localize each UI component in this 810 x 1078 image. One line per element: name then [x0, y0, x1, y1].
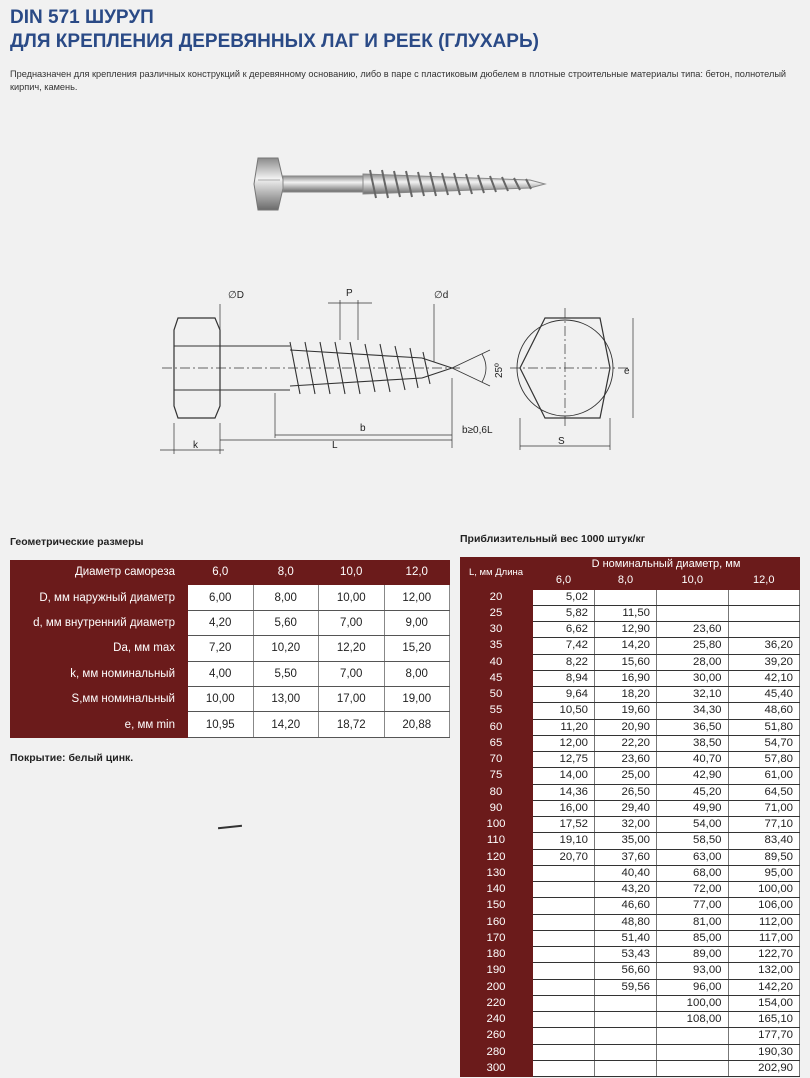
table-row	[460, 654, 800, 670]
cell: 12,00	[384, 585, 450, 610]
weight-cell: 30,00	[657, 670, 728, 686]
coating-note: Покрытие: белый цинк.	[10, 752, 134, 764]
weight-cell: 46,60	[595, 898, 657, 914]
weight-cell: 36,20	[728, 638, 800, 654]
table-row	[460, 898, 800, 914]
weight-cell: 112,00	[728, 914, 800, 930]
cell: 6,00	[188, 585, 254, 610]
header-col: 8,0	[253, 560, 319, 585]
weight-cell	[533, 1012, 595, 1028]
row-label: D, мм наружный диаметр	[10, 585, 188, 610]
table-row	[460, 638, 800, 654]
row-label: S,мм номинальный	[10, 686, 188, 711]
table-row	[460, 979, 800, 995]
length-cell: 70	[460, 752, 533, 768]
weight-cell: 45,40	[728, 687, 800, 703]
table-row	[10, 585, 450, 610]
weight-title: Приблизительный вес 1000 штук/кг	[460, 533, 646, 545]
table-row	[460, 687, 800, 703]
weight-cell: 61,00	[728, 768, 800, 784]
table-row	[460, 882, 800, 898]
weight-cell: 85,00	[657, 930, 728, 946]
weight-cell	[657, 1028, 728, 1044]
table-row	[460, 1060, 800, 1076]
weight-cell	[533, 1028, 595, 1044]
title-line-2: ДЛЯ КРЕПЛЕНИЯ ДЕРЕВЯННЫХ ЛАГ И РЕЕК (ГЛУХАРЬ)	[10, 31, 539, 52]
weight-cell: 7,42	[533, 638, 595, 654]
length-cell: 170	[460, 930, 533, 946]
weight-cell: 5,82	[533, 605, 595, 621]
cell: 10,00	[188, 686, 254, 711]
weight-cell: 14,36	[533, 784, 595, 800]
cell: 8,00	[384, 661, 450, 686]
weight-cell: 177,70	[728, 1028, 800, 1044]
weight-cell: 165,10	[728, 1012, 800, 1028]
weight-cell: 63,00	[657, 849, 728, 865]
length-cell: 65	[460, 735, 533, 751]
weight-cell: 12,90	[595, 622, 657, 638]
length-cell: 130	[460, 865, 533, 881]
weight-cell: 20,70	[533, 849, 595, 865]
weight-cell: 28,00	[657, 654, 728, 670]
weight-cell	[728, 622, 800, 638]
weight-cell	[533, 963, 595, 979]
weight-cell: 89,00	[657, 947, 728, 963]
weight-cell: 122,70	[728, 947, 800, 963]
table-row	[460, 703, 800, 719]
weight-cell: 68,00	[657, 865, 728, 881]
length-cell: 120	[460, 849, 533, 865]
weight-cell: 16,90	[595, 670, 657, 686]
weight-cell: 96,00	[657, 979, 728, 995]
stray-mark	[218, 825, 242, 829]
diameter-header: D номинальный диаметр, мм	[533, 557, 800, 573]
length-cell: 300	[460, 1060, 533, 1076]
weight-cell	[657, 605, 728, 621]
table-header-row	[460, 557, 800, 573]
weight-cell: 43,20	[595, 882, 657, 898]
length-cell: 40	[460, 654, 533, 670]
table-row	[10, 712, 450, 737]
weight-cell: 12,75	[533, 752, 595, 768]
length-cell: 160	[460, 914, 533, 930]
cell: 7,00	[319, 661, 385, 686]
cell: 9,00	[384, 610, 450, 635]
table-row	[10, 636, 450, 661]
weight-cell	[595, 1028, 657, 1044]
weight-cell: 17,52	[533, 817, 595, 833]
weight-cell: 51,40	[595, 930, 657, 946]
label-e: e	[624, 366, 630, 377]
table-row	[460, 800, 800, 816]
length-cell: 55	[460, 703, 533, 719]
length-cell: 280	[460, 1044, 533, 1060]
weight-cell: 23,60	[657, 622, 728, 638]
weight-cell: 49,90	[657, 800, 728, 816]
weight-cell: 11,50	[595, 605, 657, 621]
weight-cell: 36,50	[657, 719, 728, 735]
table-row	[460, 1028, 800, 1044]
screw-photo	[250, 150, 550, 215]
weight-cell	[533, 1044, 595, 1060]
label-k: k	[193, 440, 198, 451]
weight-cell	[595, 1044, 657, 1060]
geometry-title: Геометрические размеры	[10, 536, 144, 548]
weight-cell: 40,70	[657, 752, 728, 768]
weight-cell: 42,10	[728, 670, 800, 686]
table-row	[10, 661, 450, 686]
weight-cell	[657, 1060, 728, 1076]
length-cell: 30	[460, 622, 533, 638]
weight-cell: 100,00	[657, 995, 728, 1011]
weight-cell	[657, 589, 728, 605]
weight-cell: 14,20	[595, 638, 657, 654]
weight-cell: 18,20	[595, 687, 657, 703]
weight-cell	[533, 930, 595, 946]
table-row	[460, 865, 800, 881]
table-row	[460, 605, 800, 621]
table-row	[460, 622, 800, 638]
header-label: Диаметр самореза	[10, 560, 188, 585]
weight-cell: 51,80	[728, 719, 800, 735]
header-col: 12,0	[384, 560, 450, 585]
cell: 17,00	[319, 686, 385, 711]
cell: 5,50	[253, 661, 319, 686]
length-cell: 20	[460, 589, 533, 605]
weight-cell	[533, 995, 595, 1011]
weight-cell: 16,00	[533, 800, 595, 816]
header-col: 12,0	[728, 573, 800, 589]
weight-cell: 54,00	[657, 817, 728, 833]
weight-cell	[728, 589, 800, 605]
weight-cell: 34,30	[657, 703, 728, 719]
header-col: 10,0	[319, 560, 385, 585]
length-cell: 50	[460, 687, 533, 703]
cell: 20,88	[384, 712, 450, 737]
weight-cell: 10,50	[533, 703, 595, 719]
weight-cell: 5,02	[533, 589, 595, 605]
weight-cell: 72,00	[657, 882, 728, 898]
table-row	[460, 914, 800, 930]
weight-cell: 83,40	[728, 833, 800, 849]
weight-cell: 93,00	[657, 963, 728, 979]
page-title	[10, 6, 539, 54]
weight-cell: 23,60	[595, 752, 657, 768]
weight-cell: 32,00	[595, 817, 657, 833]
weight-cell: 8,94	[533, 670, 595, 686]
weight-cell	[595, 995, 657, 1011]
label-P: P	[346, 288, 353, 299]
cell: 7,00	[319, 610, 385, 635]
header-col: 6,0	[188, 560, 254, 585]
weight-table	[460, 557, 800, 1077]
description: Предназначен для крепления различных конструкций к деревянному основанию, либо в паре с пластиковым дюбелем в плотные строительные материалы типа: бетон, полнотелый кирпич, камень.	[10, 69, 787, 92]
cell: 10,00	[319, 585, 385, 610]
table-row	[460, 995, 800, 1011]
weight-cell: 108,00	[657, 1012, 728, 1028]
label-D: ∅D	[228, 290, 244, 301]
cell: 4,20	[188, 610, 254, 635]
row-label: e, мм min	[10, 712, 188, 737]
weight-cell: 12,00	[533, 735, 595, 751]
length-cell: 45	[460, 670, 533, 686]
weight-cell: 142,20	[728, 979, 800, 995]
weight-cell	[657, 1044, 728, 1060]
weight-cell: 48,80	[595, 914, 657, 930]
table-row	[460, 817, 800, 833]
length-cell: 35	[460, 638, 533, 654]
title-line-1: DIN 571 ШУРУП	[10, 7, 154, 28]
table-row	[460, 719, 800, 735]
table-row	[10, 686, 450, 711]
weight-cell	[533, 979, 595, 995]
weight-cell: 54,70	[728, 735, 800, 751]
table-row	[460, 1044, 800, 1060]
weight-cell: 77,00	[657, 898, 728, 914]
weight-cell	[533, 882, 595, 898]
length-cell: 90	[460, 800, 533, 816]
cell: 7,20	[188, 636, 254, 661]
weight-cell: 19,10	[533, 833, 595, 849]
length-cell: 260	[460, 1028, 533, 1044]
table-row	[460, 670, 800, 686]
weight-cell	[533, 865, 595, 881]
label-L: L	[332, 440, 338, 451]
table-header-row	[10, 560, 450, 585]
weight-cell	[533, 898, 595, 914]
table-row	[10, 610, 450, 635]
weight-cell: 58,50	[657, 833, 728, 849]
weight-cell	[728, 605, 800, 621]
length-cell: 100	[460, 817, 533, 833]
label-angle: 25º	[494, 363, 505, 378]
length-cell: 190	[460, 963, 533, 979]
weight-cell: 57,80	[728, 752, 800, 768]
geometry-table	[10, 560, 450, 738]
weight-cell: 25,80	[657, 638, 728, 654]
row-label: d, мм внутренний диаметр	[10, 610, 188, 635]
weight-cell: 20,90	[595, 719, 657, 735]
length-cell: 200	[460, 979, 533, 995]
weight-cell: 48,60	[728, 703, 800, 719]
weight-cell: 26,50	[595, 784, 657, 800]
technical-drawing	[160, 278, 650, 460]
length-cell: 180	[460, 947, 533, 963]
length-cell: 80	[460, 784, 533, 800]
length-cell: 25	[460, 605, 533, 621]
weight-cell: 71,00	[728, 800, 800, 816]
weight-cell: 132,00	[728, 963, 800, 979]
table-row	[460, 833, 800, 849]
weight-cell	[595, 589, 657, 605]
weight-cell: 59,56	[595, 979, 657, 995]
cell: 19,00	[384, 686, 450, 711]
length-cell: 220	[460, 995, 533, 1011]
weight-cell: 37,60	[595, 849, 657, 865]
weight-cell: 154,00	[728, 995, 800, 1011]
table-row	[460, 768, 800, 784]
weight-cell: 117,00	[728, 930, 800, 946]
length-cell: 150	[460, 898, 533, 914]
weight-cell: 38,50	[657, 735, 728, 751]
header-col: 8,0	[595, 573, 657, 589]
weight-cell: 6,62	[533, 622, 595, 638]
cell: 4,00	[188, 661, 254, 686]
table-row	[460, 752, 800, 768]
table-row	[460, 589, 800, 605]
weight-cell: 19,60	[595, 703, 657, 719]
weight-cell: 35,00	[595, 833, 657, 849]
weight-cell: 8,22	[533, 654, 595, 670]
weight-cell: 202,90	[728, 1060, 800, 1076]
cell: 8,00	[253, 585, 319, 610]
cell: 13,00	[253, 686, 319, 711]
row-label: Da, мм max	[10, 636, 188, 661]
weight-cell: 42,90	[657, 768, 728, 784]
label-S: S	[558, 436, 565, 447]
cell: 15,20	[384, 636, 450, 661]
weight-cell: 190,30	[728, 1044, 800, 1060]
cell: 18,72	[319, 712, 385, 737]
weight-cell	[595, 1060, 657, 1076]
table-row	[460, 930, 800, 946]
weight-cell: 39,20	[728, 654, 800, 670]
table-row	[460, 784, 800, 800]
length-cell: 140	[460, 882, 533, 898]
weight-cell: 64,50	[728, 784, 800, 800]
weight-cell: 15,60	[595, 654, 657, 670]
weight-cell: 81,00	[657, 914, 728, 930]
table-row	[460, 1012, 800, 1028]
weight-cell: 53,43	[595, 947, 657, 963]
weight-cell: 14,00	[533, 768, 595, 784]
length-cell: 75	[460, 768, 533, 784]
weight-cell: 106,00	[728, 898, 800, 914]
weight-cell	[533, 914, 595, 930]
table-row	[460, 849, 800, 865]
weight-cell: 9,64	[533, 687, 595, 703]
weight-cell: 11,20	[533, 719, 595, 735]
weight-cell	[533, 947, 595, 963]
cell: 14,20	[253, 712, 319, 737]
length-cell: 240	[460, 1012, 533, 1028]
weight-cell: 29,40	[595, 800, 657, 816]
weight-cell: 25,00	[595, 768, 657, 784]
length-cell: 110	[460, 833, 533, 849]
header-col: 6,0	[533, 573, 595, 589]
header-col: 10,0	[657, 573, 728, 589]
table-row	[460, 963, 800, 979]
length-header: L, мм Длина	[460, 557, 533, 589]
cell: 5,60	[253, 610, 319, 635]
label-b: b	[360, 423, 366, 434]
weight-cell	[533, 1060, 595, 1076]
cell: 10,95	[188, 712, 254, 737]
weight-cell: 100,00	[728, 882, 800, 898]
weight-cell: 77,10	[728, 817, 800, 833]
cell: 12,20	[319, 636, 385, 661]
weight-cell: 22,20	[595, 735, 657, 751]
cell: 10,20	[253, 636, 319, 661]
label-b-rule: b≥0,6L	[462, 425, 493, 436]
length-cell: 60	[460, 719, 533, 735]
weight-cell: 56,60	[595, 963, 657, 979]
label-d: ∅d	[434, 290, 449, 301]
weight-cell: 40,40	[595, 865, 657, 881]
table-row	[460, 947, 800, 963]
weight-cell: 95,00	[728, 865, 800, 881]
table-row	[460, 735, 800, 751]
weight-cell: 45,20	[657, 784, 728, 800]
weight-cell	[595, 1012, 657, 1028]
weight-cell: 89,50	[728, 849, 800, 865]
weight-cell: 32,10	[657, 687, 728, 703]
row-label: k, мм номинальный	[10, 661, 188, 686]
